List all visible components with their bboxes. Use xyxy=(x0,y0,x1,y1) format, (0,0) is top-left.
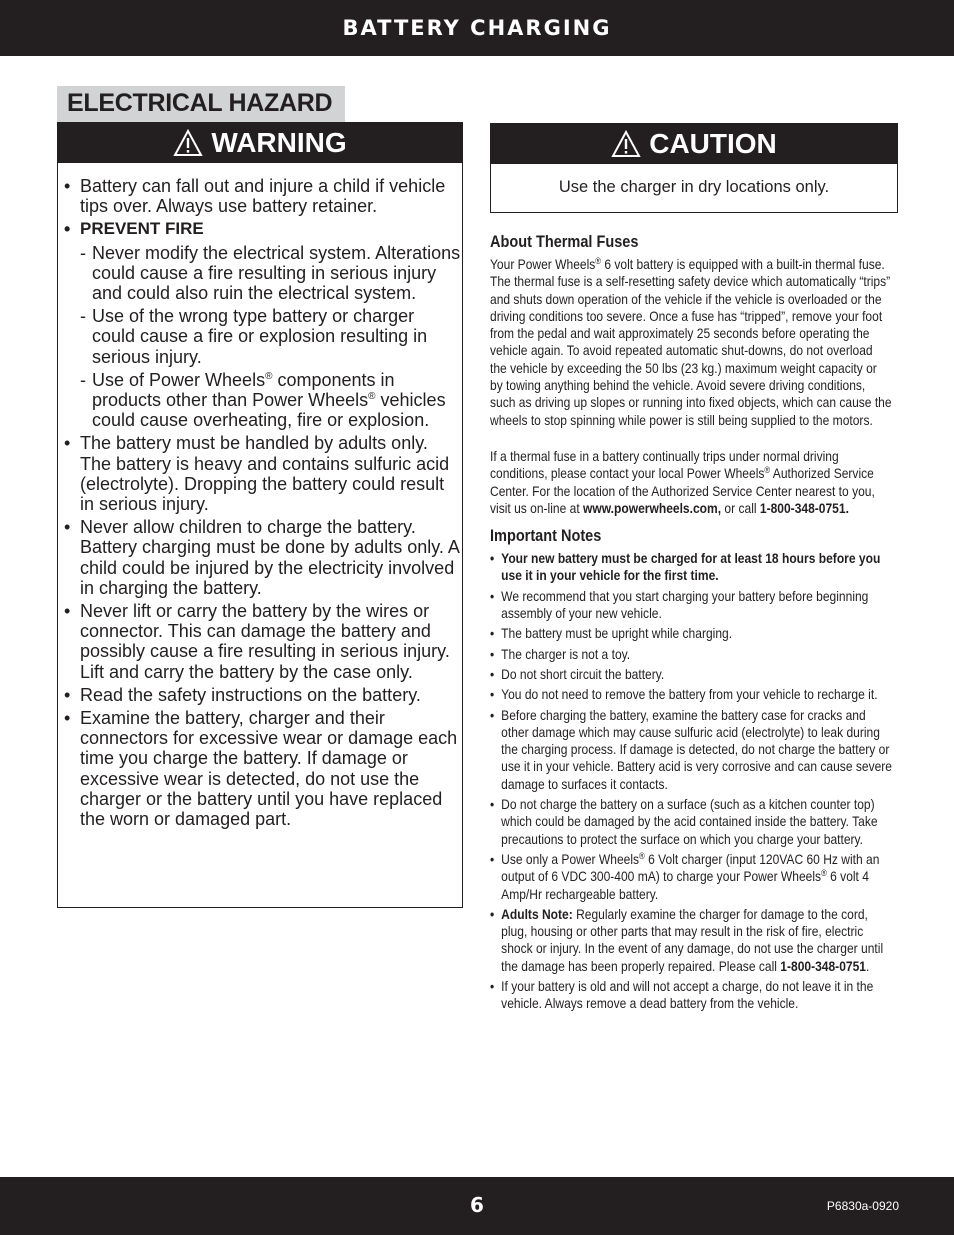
warning-list xyxy=(58,163,462,829)
electrical-hazard-label: ELECTRICAL HAZARD xyxy=(57,86,345,123)
important-notes-heading: Important Notes xyxy=(490,527,602,546)
caution-title: CAUTION xyxy=(649,128,777,159)
bullet: • xyxy=(490,796,495,813)
caution-text: Use the charger in dry locations only. xyxy=(558,178,830,196)
bullet: • xyxy=(64,708,71,729)
registered-mark: ® xyxy=(368,391,376,403)
document-code: P6830a-0920 xyxy=(826,1199,899,1213)
right-column xyxy=(490,233,900,1016)
warning-subitem: - Use of Power Wheels® components in products other than Power Wheels® vehicles could cause overheating, fire or explosion. xyxy=(80,369,446,431)
caution-box xyxy=(490,123,898,213)
bullet: • xyxy=(64,517,71,538)
note-item: • The battery must be upright while charging. xyxy=(490,625,733,642)
note-item: • Before charging the battery, examine the battery case for cracks and other damage which may cause sulfuric acid (electrolyte) to leak during the charging process. If damage is detected, do not charge the battery or use it in your vehicle. Battery acid is very corrosive and can cause severe damage to surfaces it contacts. xyxy=(490,706,892,792)
warning-subitem: - Use of the wrong type battery or charger could cause a fire or explosion resulting in serious injury. xyxy=(80,306,428,367)
bullet: • xyxy=(64,684,71,705)
registered-mark: ® xyxy=(639,850,645,861)
bullet: • xyxy=(490,686,495,703)
registered-mark: ® xyxy=(595,256,602,266)
page-title: BATTERY CHARGING xyxy=(342,16,612,40)
note-item: • Use only a Power Wheels® 6 Volt charger (input 120VAC 60 Hz with an output of 6 VDC 300-400 mA) to charge your Power Wheels® 6 volt 4 Amp/Hr rechargeable battery. xyxy=(490,850,880,902)
phone-number: 1-800-348-0751 xyxy=(780,957,866,974)
bullet: • xyxy=(490,587,495,604)
note-item: • Adults Note: Regularly examine the charger for damage to the cord, plug, housing or other parts that may result in the risk of fire, electric shock or injury. In the event of any damage, do not use the charger until the damage has been properly repaired. Please call 1-800-348-0751. xyxy=(490,905,884,974)
bullet: • xyxy=(490,977,495,994)
thermal-paragraph-2: If a thermal fuse in a battery continually trips under normal driving conditions, please contact your local Power Wheels® Authorized Service Center. For the location of the Authorized Service Center nearest to you, visit us on-line at www.powerwheels.com, or call 1-800-348-0751. xyxy=(490,447,875,516)
note-item: • If your battery is old and will not accept a charge, do not leave it in the vehicle. Always remove a dead battery from the vehicle. xyxy=(490,977,874,1012)
bullet: • xyxy=(64,601,71,622)
header-bar xyxy=(0,0,954,56)
note-item: • Do not charge the battery on a surface (such as a kitchen counter top) which could be damaged by the acid contained inside the battery. Take precautions to protect the surface on which you charge your battery. xyxy=(490,796,878,847)
warning-item: • Never allow children to charge the battery. Battery charging must be done by adults only. A child could be injured by the electricity involved in charging the battery. xyxy=(64,517,459,598)
note-item: • You do not need to remove the battery from your vehicle to recharge it. xyxy=(490,686,878,703)
note-item: • Your new battery must be charged for at least 18 hours before you use it in your vehicle for the first time. xyxy=(490,550,881,584)
bullet: • xyxy=(490,625,495,642)
thermal-paragraph-1: Your Power Wheels® 6 volt battery is equipped with a built-in thermal fuse. The thermal fuse is a self-resetting safety device which automatically “trips” and shuts down operation of the vehicle if the vehicle is overloaded or the driving conditions too severe. Once a fuse has “tripped”, remove your foot from the pedal and wait approximately 25 seconds before operating the vehicle again. To avoid repeated automatic shut-downs, do not overload the vehicle by exceeding the 50 lbs (23 kg.) maximum weight capacity or by towing anything behind the vehicle. Avoid severe driving conditions, such as driving up slopes or running into fixed objects, which can cause the wheels to stop spinning while power is still being supplied to the motors. xyxy=(490,256,892,428)
warning-subitem: - Never modify the electrical system. Alterations could cause a fire resulting in serious injury and could also ruin the electrical system. xyxy=(80,242,461,304)
warning-triangle-icon xyxy=(611,130,641,158)
warning-triangle-icon xyxy=(173,129,203,157)
bullet: • xyxy=(490,905,495,922)
bullet: • xyxy=(64,219,71,240)
warning-item: • Read the safety instructions on the battery. xyxy=(64,684,421,705)
thermal-fuses-heading: About Thermal Fuses xyxy=(490,233,639,251)
dash: - xyxy=(80,369,86,390)
adults-note-label: Adults Note: xyxy=(501,905,573,922)
warning-item: • The battery must be handled by adults only. The battery is heavy and contains sulfuric acid (electrolyte). Dropping the battery could result in serious injury. xyxy=(64,433,450,515)
phone-number: 1-800-348-0751. xyxy=(759,499,849,516)
registered-mark: ® xyxy=(821,868,827,879)
bullet: • xyxy=(64,176,71,196)
page-number: 6 xyxy=(470,1193,484,1217)
footer-bar xyxy=(0,1177,954,1235)
bullet: • xyxy=(490,665,495,682)
registered-mark: ® xyxy=(265,370,273,382)
bullet: • xyxy=(64,433,71,454)
dash: - xyxy=(80,306,86,327)
warning-item: • Never lift or carry the battery by the wires or connector. This can damage the battery and possibly cause a fire resulting in serious injury. Lift and carry the battery by the case only. xyxy=(64,601,450,682)
note-item: • We recommend that you start charging your battery before beginning assembly of your new vehicle. xyxy=(490,587,869,622)
registered-mark: ® xyxy=(764,465,771,476)
bullet: • xyxy=(490,850,495,867)
bullet: • xyxy=(490,645,495,662)
warning-header xyxy=(58,123,462,163)
notes-list xyxy=(490,550,900,1012)
warning-item: • Battery can fall out and injure a child if vehicle tips over. Always use battery retainer. xyxy=(64,176,446,217)
prevent-fire-heading: PREVENT FIRE xyxy=(80,219,204,239)
note-item: • Do not short circuit the battery. xyxy=(490,665,665,682)
warning-item: • Examine the battery, charger and their connectors for excessive wear or damage each time you charge the battery. If damage or excessive wear is detected, do not use the charger or the battery until you have replaced the worn or damaged part. xyxy=(64,708,458,830)
bullet: • xyxy=(490,550,495,567)
note-item: • The charger is not a toy. xyxy=(490,645,631,662)
warning-item-prevent-fire xyxy=(64,219,462,239)
dash: - xyxy=(80,242,86,263)
warning-box xyxy=(57,122,463,908)
caution-header xyxy=(491,124,897,164)
warning-title: WARNING xyxy=(211,127,347,158)
bullet: • xyxy=(490,706,495,723)
website-link[interactable]: www.powerwheels.com, xyxy=(583,499,722,516)
